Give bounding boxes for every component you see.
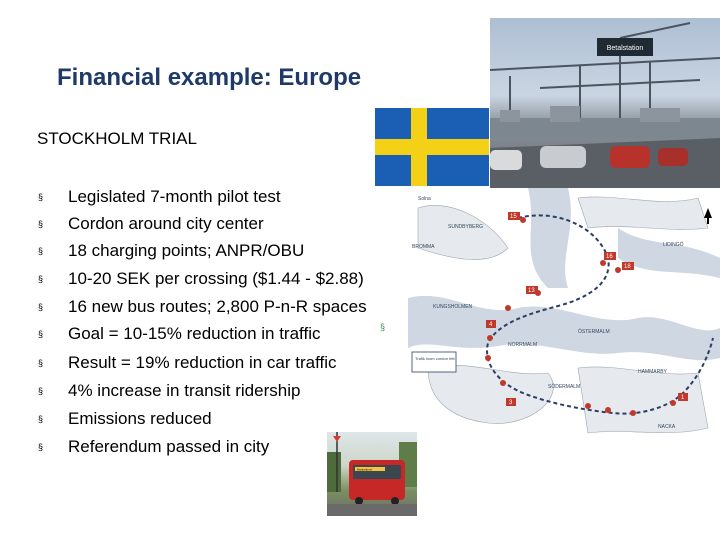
map-legend-box xyxy=(412,352,456,372)
bullet-item xyxy=(37,406,212,432)
stray-bullet-marker-icon: § xyxy=(380,322,386,332)
swedish-flag-icon xyxy=(375,108,489,186)
bullet-text: Legislated 7-month pilot test xyxy=(68,187,281,206)
map-legend-text: Trafik inom cordon fritt xyxy=(415,356,455,361)
toll-sign-text: Betalstation xyxy=(606,45,644,52)
bullet-item xyxy=(37,434,269,460)
highway-gantry-photo xyxy=(490,18,720,190)
map-label: BROMMA xyxy=(412,244,435,250)
bullet-item xyxy=(37,350,337,376)
bullet-item xyxy=(37,184,281,210)
bullet-marker-icon: § xyxy=(38,192,44,202)
bullet-marker-icon: § xyxy=(38,302,44,312)
bullet-text: Emissions reduced xyxy=(68,409,212,428)
highway-scene-drawing xyxy=(490,18,720,190)
bullet-text: 4% increase in transit ridership xyxy=(68,381,301,400)
bullet-text: Referendum passed in city xyxy=(68,437,270,456)
slide-subtitle: STOCKHOLM TRIAL xyxy=(37,129,197,148)
map-station-number: 18 xyxy=(624,264,631,270)
map-label: LIDINGÖ xyxy=(663,242,684,248)
map-label: ÖSTERMALM xyxy=(578,329,610,335)
bullet-marker-icon: § xyxy=(38,329,44,339)
bullet-item xyxy=(37,378,300,404)
bullet-marker-icon: § xyxy=(38,274,44,284)
bullet-text: 18 charging points; ANPR/OBU xyxy=(68,241,305,260)
map-station-number: 1 xyxy=(681,395,685,401)
map-drawing xyxy=(408,188,720,466)
map-station-number: 16 xyxy=(606,254,613,260)
map-station-number: 4 xyxy=(489,322,493,328)
bullet-item xyxy=(37,294,367,320)
bullet-item xyxy=(37,321,320,347)
bullet-item xyxy=(37,266,364,292)
bullet-marker-icon: § xyxy=(38,246,44,256)
map-station-number: 13 xyxy=(528,288,535,294)
bus-destination-sign: Hannelund xyxy=(357,467,372,472)
bullet-marker-icon: § xyxy=(38,219,44,229)
bus-stop-sign-icon xyxy=(333,436,341,442)
bullet-marker-icon: § xyxy=(38,386,44,396)
map-label: SÖDERMALM xyxy=(548,384,581,390)
map-station-number: 15 xyxy=(510,214,517,220)
bullet-text: 16 new bus routes; 2,800 P-n-R spaces xyxy=(68,297,367,316)
map-label: NACKA xyxy=(658,424,676,430)
bullet-item xyxy=(37,238,304,264)
bus-photo xyxy=(327,432,417,516)
bullet-text: 10-20 SEK per crossing ($1.44 - $2.88) xyxy=(68,269,364,288)
bullet-text: Cordon around city center xyxy=(68,214,264,233)
bullet-text: Goal = 10-15% reduction in traffic xyxy=(68,324,321,343)
bullet-item xyxy=(37,211,264,237)
bullet-text: Result = 19% reduction in car traffic xyxy=(68,353,337,372)
bus-drawing xyxy=(327,432,417,516)
bullet-marker-icon: § xyxy=(38,442,44,452)
bullet-marker-icon: § xyxy=(38,414,44,424)
map-label: NORRMALM xyxy=(508,342,538,348)
map-station-number: 3 xyxy=(509,400,513,406)
map-label: Solna xyxy=(418,196,431,202)
map-label: KUNGSHOLMEN xyxy=(433,304,473,310)
stockholm-cordon-map xyxy=(408,188,720,466)
slide-title: Financial example: Europe xyxy=(57,64,362,91)
map-label: SUNDBYBERG xyxy=(448,224,484,230)
map-label: HAMMARBY xyxy=(638,369,667,375)
bullet-marker-icon: § xyxy=(38,358,44,368)
